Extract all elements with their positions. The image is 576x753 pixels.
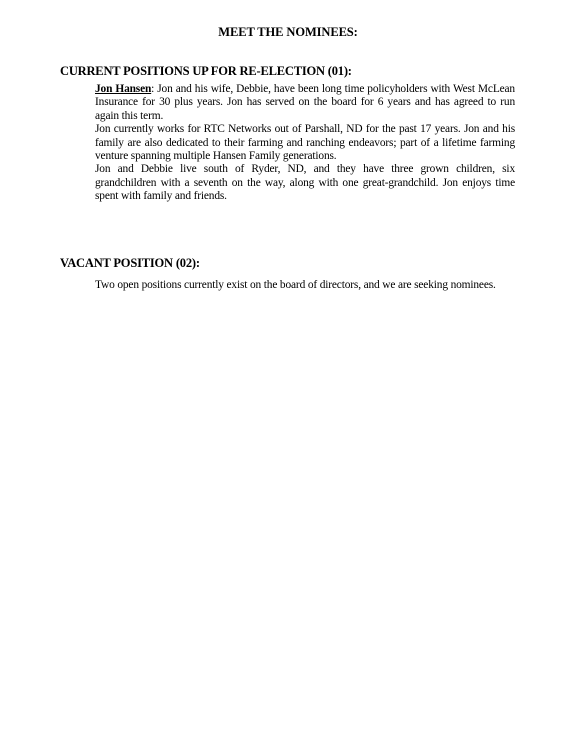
nominee-name: Jon Hansen bbox=[95, 83, 152, 95]
vacant-position-heading: VACANT POSITION (02): bbox=[60, 256, 200, 270]
current-positions-heading: CURRENT POSITIONS UP FOR RE-ELECTION (01): bbox=[60, 64, 352, 78]
vacant-position-text: Two open positions currently exist on the board of directors, and we are seeking nominees. bbox=[95, 279, 496, 291]
nominee-intro-text: : Jon and his wife, Debbie, have been long time policyholders with West McLean Insurance for 30 plus years. Jon has served on the board for 6 years and has agreed to run again this term. bbox=[95, 83, 515, 122]
nominee-bio bbox=[95, 83, 515, 204]
nominee-family-paragraph: Jon and Debbie live south of Ryder, ND, and they have three grown children, six grandchildren with a seventh on the way, along with one great-grandchild. Jon enjoys time spent with family and friends. bbox=[95, 163, 515, 203]
nominee-intro-paragraph bbox=[95, 83, 515, 123]
page-title: MEET THE NOMINEES: bbox=[218, 25, 358, 39]
nominee-work-paragraph: Jon currently works for RTC Networks out of Parshall, ND for the past 17 years. Jon and his family are also dedicated to their farming and ranching endeavors; part of a lifetime farming venture spanning multiple Hansen Family generations. bbox=[95, 123, 515, 163]
